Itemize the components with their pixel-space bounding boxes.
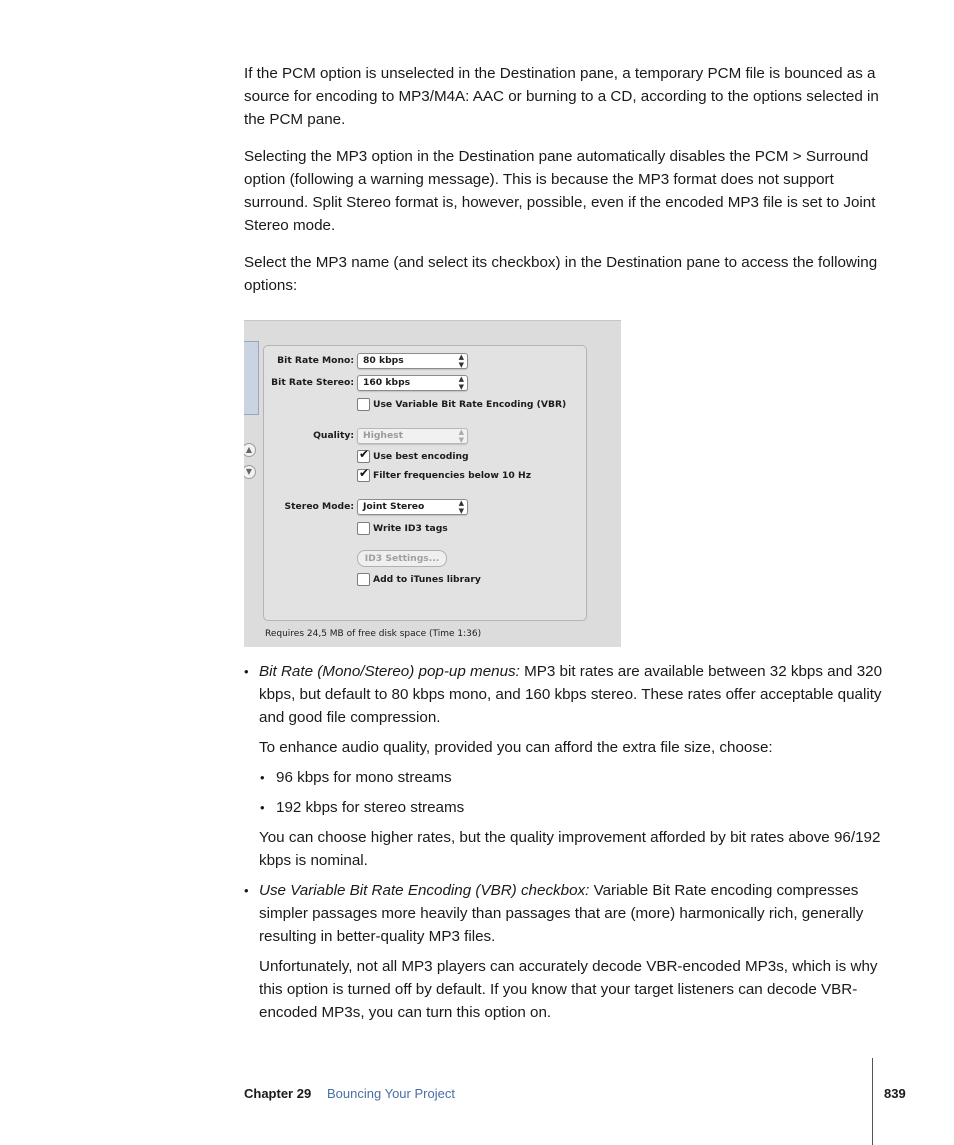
scroll-up-icon: ▲ — [244, 443, 256, 457]
intro-paragraph-1: If the PCM option is unselected in the Destination pane, a temporary PCM file is bounced as a source for encoding to MP3/M4A: AAC or burning to a CD, according to the options selected in the PCM pane. — [244, 65, 879, 128]
id3-settings-button[interactable]: ID3 Settings... — [357, 550, 447, 567]
bit-rate-stereo-popup[interactable] — [357, 375, 468, 391]
filter-frequencies-checkbox[interactable] — [357, 466, 370, 482]
sub-bullet-marker: • — [260, 770, 265, 785]
scroll-down-icon: ▼ — [244, 465, 256, 479]
popup-arrows-icon: ▲ ▼ — [458, 428, 464, 444]
vbr-checkbox[interactable] — [357, 398, 370, 411]
sub-bullet-mono: 96 kbps for mono streams — [276, 769, 452, 786]
bullet-bit-rate-term: Bit Rate (Mono/Stereo) pop-up menus: — [259, 663, 520, 680]
checkmark-icon: ✔ — [359, 447, 370, 461]
bullet-vbr-para-2: Unfortunately, not all MP3 players can accurately decode VBR-encoded MP3s, which is why this option is turned off by default. If you know that your target listeners can decode VBR-encoded MP3s, you can turn this option on. — [259, 958, 878, 1021]
popup-arrows-icon: ▲ ▼ — [458, 375, 464, 391]
footer-chapter-title[interactable]: Bouncing Your Project — [327, 1086, 455, 1101]
bullet-marker: • — [244, 664, 249, 679]
bullet-bit-rate-para-2: To enhance audio quality, provided you can afford the extra file size, choose: — [259, 739, 773, 756]
footer-divider — [872, 1058, 873, 1145]
stereo-mode-popup[interactable] — [357, 499, 468, 515]
quality-popup[interactable] — [357, 428, 468, 444]
bullet-vbr — [259, 879, 885, 948]
vbr-label: Use Variable Bit Rate Encoding (VBR) — [373, 399, 567, 410]
bullet-vbr-term: Use Variable Bit Rate Encoding (VBR) checkbox: — [259, 882, 590, 899]
bullet-bit-rate-text: MP3 bit rates are available between 32 kbps and 320 kbps, but default to 80 kbps mono, and 160 kbps stereo. These rates offer acceptable quality and good file compression. — [259, 663, 883, 726]
page-number: 839 — [884, 1086, 906, 1101]
stereo-mode-label: Stereo Mode: — [284, 501, 354, 512]
bullet-bit-rate — [259, 660, 885, 729]
sub-bullet-stereo: 192 kbps for stereo streams — [276, 799, 465, 816]
bit-rate-mono-label: Bit Rate Mono: — [277, 355, 354, 366]
footer-chapter: Chapter 29 — [244, 1086, 312, 1101]
popup-arrows-icon: ▲ ▼ — [458, 499, 464, 515]
popup-arrows-icon: ▲ ▼ — [458, 353, 464, 369]
disk-space-status: Requires 24,5 MB of free disk space (Time 1:36) — [265, 629, 482, 639]
itunes-label: Add to iTunes library — [373, 574, 481, 585]
id3-tags-checkbox[interactable] — [357, 522, 370, 535]
bit-rate-stereo-label: Bit Rate Stereo: — [271, 377, 354, 388]
best-encoding-label: Use best encoding — [373, 451, 469, 462]
bit-rate-stereo-value: 160 kbps — [363, 377, 411, 388]
intro-paragraph-2: Selecting the MP3 option in the Destination pane automatically disables the PCM > Surround option (following a warning message). This is because the MP3 format does not support surround. Split Stereo format is, however, possible, even if the encoded MP3 file is set to Joint Stereo mode. — [244, 148, 876, 234]
itunes-checkbox[interactable] — [357, 573, 370, 586]
filter-frequencies-label: Filter frequencies below 10 Hz — [373, 470, 532, 481]
bit-rate-mono-value: 80 kbps — [363, 355, 404, 366]
bullet-marker: • — [244, 883, 249, 898]
id3-tags-label: Write ID3 tags — [373, 523, 448, 534]
bullet-bit-rate-para-3: You can choose higher rates, but the quality improvement afforded by bit rates above 96/192 kbps is nominal. — [259, 829, 881, 869]
checkmark-icon: ✔ — [359, 466, 370, 480]
bit-rate-mono-popup[interactable] — [357, 353, 468, 369]
quality-value: Highest — [363, 430, 404, 441]
mp3-options-screenshot — [244, 320, 621, 647]
best-encoding-checkbox[interactable] — [357, 447, 370, 463]
stereo-mode-value: Joint Stereo — [363, 501, 425, 512]
quality-label: Quality: — [313, 430, 354, 441]
bullet-vbr-text: Variable Bit Rate encoding compresses simpler passages more heavily than passages that are (more) harmonically rich, generally resulting in better-quality MP3 files. — [259, 882, 864, 945]
intro-paragraph-3: Select the MP3 name (and select its checkbox) in the Destination pane to access the following options: — [244, 254, 878, 294]
sub-bullet-marker: • — [260, 800, 265, 815]
